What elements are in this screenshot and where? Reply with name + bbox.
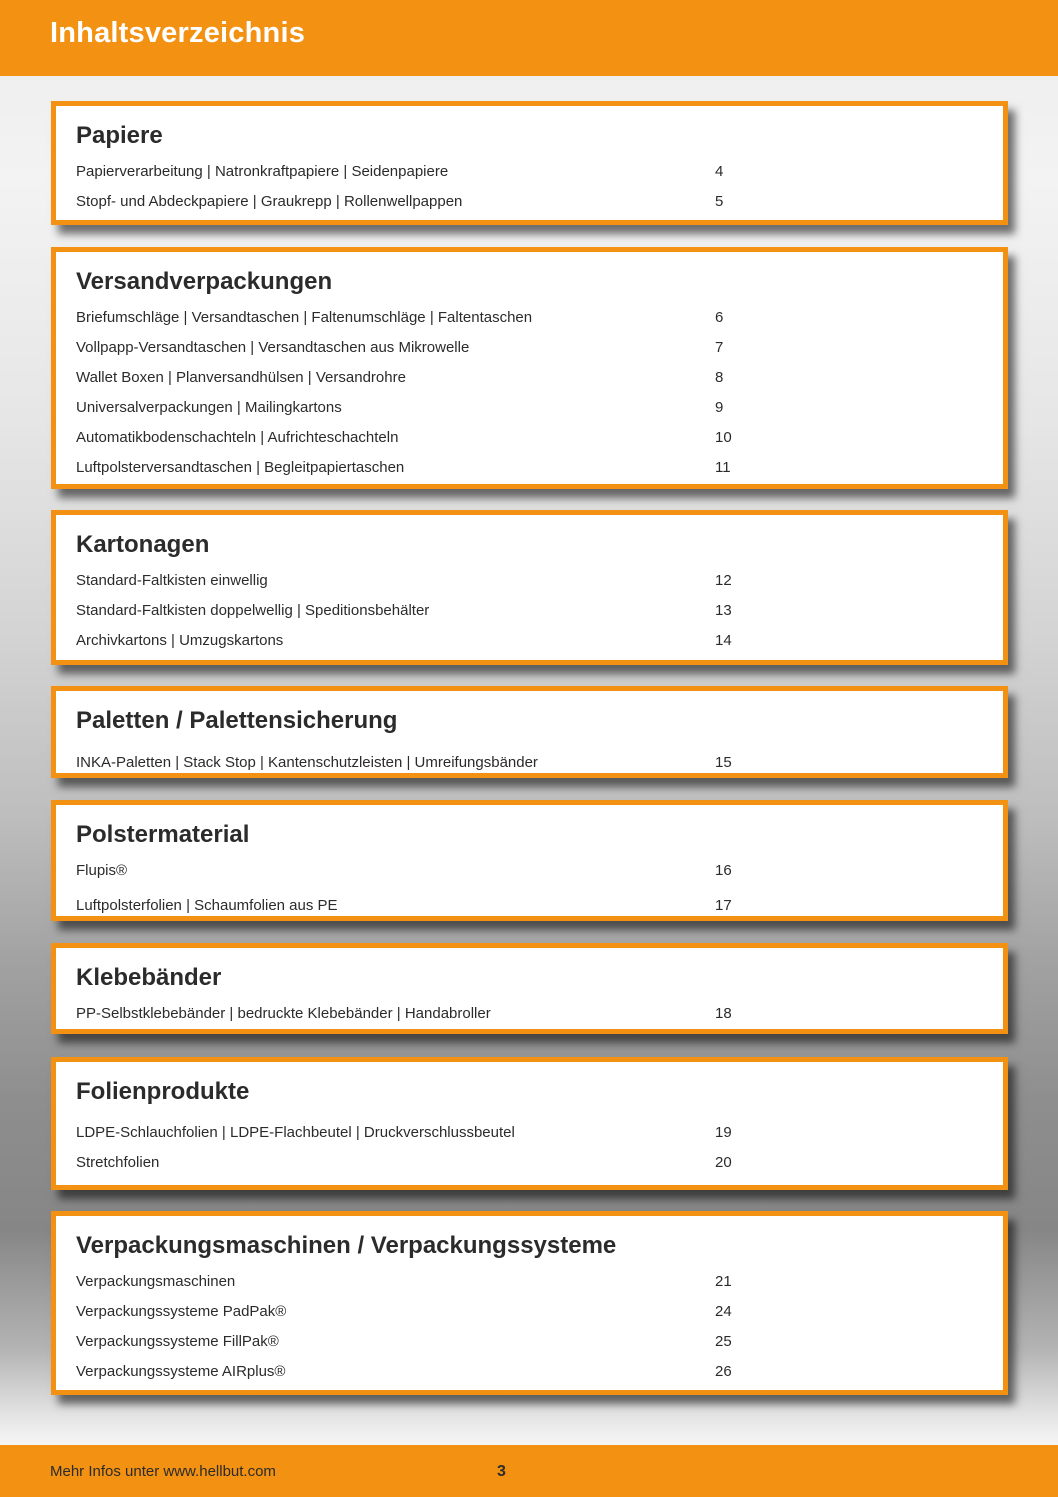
section-title: Paletten / Palettensicherung <box>76 707 398 734</box>
toc-entry[interactable]: Universalverpackungen | Mailingkartons <box>76 399 342 416</box>
toc-page-number: 19 <box>715 1124 732 1141</box>
section-title: Polstermaterial <box>76 821 250 848</box>
toc-entry[interactable]: Briefumschläge | Versandtaschen | Faltenumschläge | Faltentaschen <box>76 309 533 326</box>
toc-entry[interactable]: Verpackungssysteme FillPak® <box>76 1333 279 1350</box>
toc-entry[interactable]: Wallet Boxen | Planversandhülsen | Versandrohre <box>76 369 406 386</box>
toc-page-number: 8 <box>715 369 724 386</box>
toc-entry[interactable]: INKA-Paletten | Stack Stop | Kantenschutzleisten | Umreifungsbänder <box>76 754 538 771</box>
toc-page-number: 5 <box>715 193 724 210</box>
toc-section-versandverpackungen <box>51 247 1008 489</box>
toc-section-klebebaender <box>51 943 1008 1034</box>
toc-page-number: 7 <box>715 339 724 356</box>
footer-page-number: 3 <box>497 1463 506 1480</box>
toc-entry[interactable]: Automatikbodenschachteln | Aufrichteschachteln <box>76 429 399 446</box>
toc-entry[interactable]: Verpackungssysteme PadPak® <box>76 1303 287 1320</box>
toc-section-kartonagen <box>51 510 1008 665</box>
section-title: Papiere <box>76 122 163 149</box>
toc-entry[interactable]: Luftpolsterfolien | Schaumfolien aus PE <box>76 897 338 914</box>
toc-page-number: 20 <box>715 1154 732 1171</box>
section-title: Folienprodukte <box>76 1078 250 1105</box>
footer-website-link[interactable]: Mehr Infos unter www.hellbut.com <box>50 1463 276 1480</box>
toc-section-paletten <box>51 686 1008 778</box>
toc-entry[interactable]: Standard-Faltkisten doppelwellig | Speditionsbehälter <box>76 602 430 619</box>
toc-entry[interactable]: Papierverarbeitung | Natronkraftpapiere | Seidenpapiere <box>76 163 449 180</box>
toc-page-number: 26 <box>715 1363 732 1380</box>
toc-entry[interactable]: PP-Selbstklebebänder | bedruckte Klebebänder | Handabroller <box>76 1005 491 1022</box>
toc-page-number: 16 <box>715 862 732 879</box>
page-title: Inhaltsverzeichnis <box>50 17 306 49</box>
toc-page-number: 11 <box>715 459 731 476</box>
toc-page-number: 18 <box>715 1005 732 1022</box>
toc-page-number: 14 <box>715 632 732 649</box>
section-title: Verpackungsmaschinen / Verpackungssysteme <box>76 1232 617 1259</box>
toc-page-number: 15 <box>715 754 732 771</box>
toc-entry[interactable]: Archivkartons | Umzugskartons <box>76 632 284 649</box>
toc-page-number: 10 <box>715 429 732 446</box>
toc-page-number: 4 <box>715 163 724 180</box>
toc-page-number: 9 <box>715 399 724 416</box>
section-title: Kartonagen <box>76 531 210 558</box>
toc-page-number: 12 <box>715 572 732 589</box>
toc-page-number: 17 <box>715 897 732 914</box>
toc-page-number: 13 <box>715 602 732 619</box>
toc-page-number: 24 <box>715 1303 732 1320</box>
section-title: Klebebänder <box>76 964 222 991</box>
toc-section-verpackungsmaschinen <box>51 1211 1008 1395</box>
toc-entry[interactable]: Verpackungsmaschinen <box>76 1273 236 1290</box>
toc-entry[interactable]: Stretchfolien <box>76 1154 160 1171</box>
toc-section-folienprodukte <box>51 1057 1008 1190</box>
toc-entry[interactable]: Flupis® <box>76 862 128 879</box>
toc-entry[interactable]: Luftpolsterversandtaschen | Begleitpapiertaschen <box>76 459 405 476</box>
toc-entry[interactable]: Vollpapp-Versandtaschen | Versandtaschen aus Mikrowelle <box>76 339 470 356</box>
toc-section-polstermaterial <box>51 800 1008 921</box>
toc-entry[interactable]: Verpackungssysteme AIRplus® <box>76 1363 286 1380</box>
toc-entry[interactable]: LDPE-Schlauchfolien | LDPE-Flachbeutel | Druckverschlussbeutel <box>76 1124 515 1141</box>
toc-entry[interactable]: Stopf- und Abdeckpapiere | Graukrepp | Rollenwellpappen <box>76 193 463 210</box>
toc-page-number: 21 <box>715 1273 732 1290</box>
page-footer <box>0 1445 1058 1497</box>
toc-entry[interactable]: Standard-Faltkisten einwellig <box>76 572 268 589</box>
toc-page-number: 25 <box>715 1333 732 1350</box>
toc-section-papiere <box>51 101 1008 225</box>
page-header <box>0 0 1058 76</box>
toc-page-number: 6 <box>715 309 724 326</box>
section-title: Versandverpackungen <box>76 268 333 295</box>
